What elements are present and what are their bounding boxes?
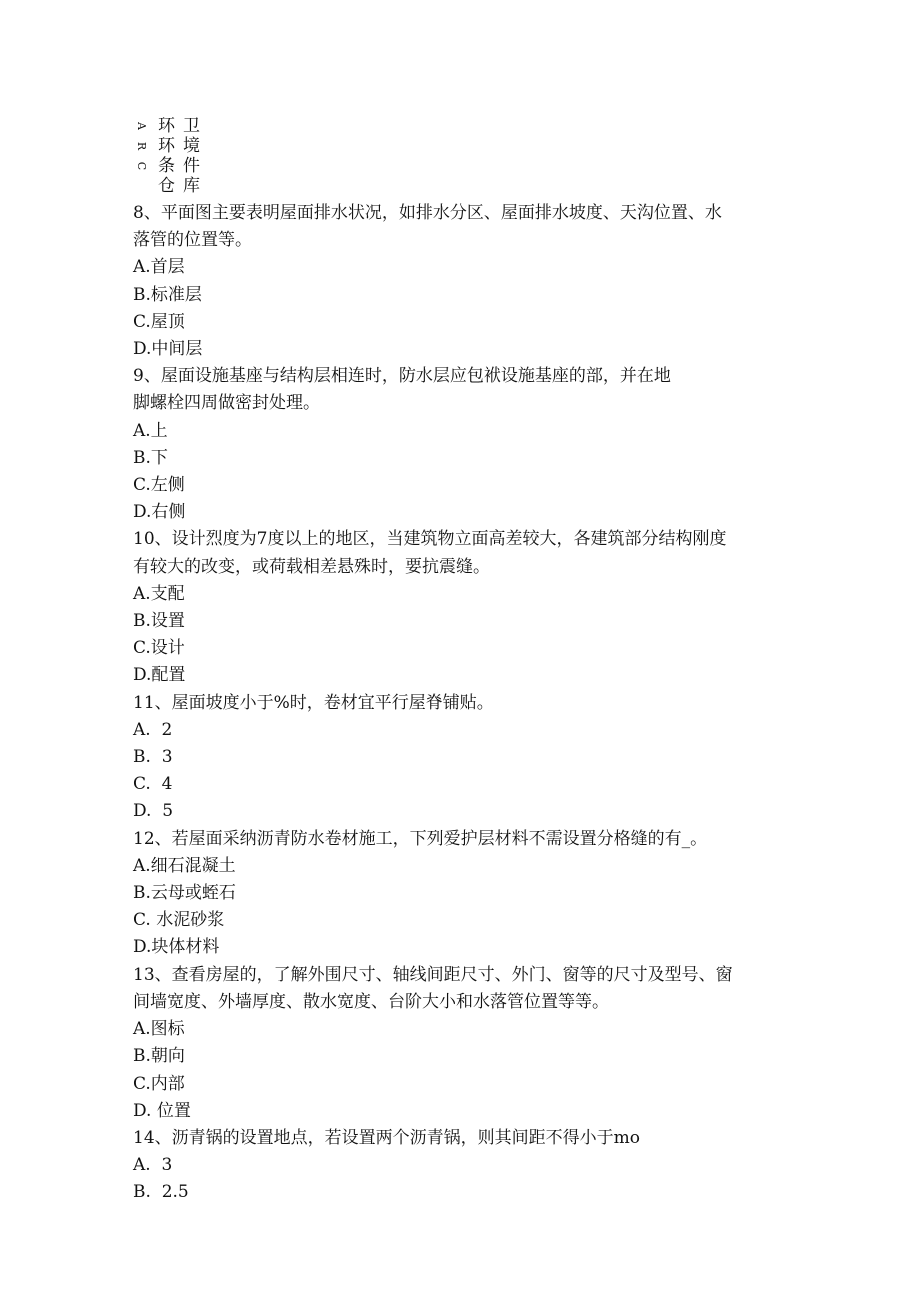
answer-option: B.云母或蛭石 bbox=[133, 883, 236, 904]
answer-option: A.支配 bbox=[133, 583, 185, 604]
answer-option: B. 2.5 bbox=[133, 1182, 189, 1203]
answer-option: A.首层 bbox=[133, 257, 185, 278]
rotated-char: C bbox=[135, 161, 148, 171]
answer-option: D.右侧 bbox=[133, 502, 186, 523]
answer-option: A.细石混凝土 bbox=[133, 855, 236, 876]
answer-option: C.内部 bbox=[133, 1073, 185, 1094]
answer-option: B.朝向 bbox=[133, 1046, 185, 1067]
fragment-char: 卫 bbox=[183, 116, 200, 136]
answer-option: A. 3 bbox=[133, 1155, 173, 1176]
answer-option: B.下 bbox=[133, 447, 168, 468]
question-text: 10、设计烈度为7度以上的地区，当建筑物立面高差较大，各建筑部分结构刚度 bbox=[133, 529, 727, 550]
fragment-char: 环 bbox=[158, 136, 175, 156]
fragment-char: 库 bbox=[183, 176, 200, 196]
answer-option: A.图标 bbox=[133, 1019, 185, 1040]
answer-option: D.块体材料 bbox=[133, 937, 220, 958]
answer-option: B.设置 bbox=[133, 611, 185, 632]
fragment-row bbox=[133, 156, 223, 176]
answer-option: D.配置 bbox=[133, 665, 186, 686]
fragment-char: 环 bbox=[158, 116, 175, 136]
fragment-row bbox=[133, 116, 223, 136]
question-text: 11、屋面坡度小于%时，卷材宜平行屋脊铺贴。 bbox=[133, 692, 494, 713]
top-fragment bbox=[133, 116, 223, 196]
answer-option: B.标准层 bbox=[133, 284, 202, 305]
question-list bbox=[133, 200, 793, 1207]
rotated-char: R bbox=[135, 141, 148, 151]
answer-option: A. 2 bbox=[133, 719, 173, 740]
fragment-char: 境 bbox=[183, 136, 200, 156]
answer-option: D.中间层 bbox=[133, 339, 203, 360]
question-text: 脚螺栓四周做密封处理。 bbox=[133, 393, 320, 414]
question-text: 9、屋面设施基座与结构层相连时，防水层应包袱设施基座的部，并在地 bbox=[133, 366, 671, 387]
question-text: 有较大的改变，或荷载相差悬殊时，要抗震缝。 bbox=[133, 556, 490, 577]
question-text: 间墙宽度、外墙厚度、散水宽度、台阶大小和水落管位置等等。 bbox=[133, 991, 609, 1012]
answer-option: B. 3 bbox=[133, 747, 173, 768]
fragment-row bbox=[133, 176, 223, 196]
answer-option: C. 4 bbox=[133, 774, 173, 795]
question-text: 8、平面图主要表明屋面排水状况，如排水分区、屋面排水坡度、天沟位置、水 bbox=[133, 203, 722, 223]
answer-option: C.屋顶 bbox=[133, 311, 185, 332]
question-text: 落管的位置等。 bbox=[133, 230, 252, 251]
fragment-char: 仓 bbox=[158, 176, 175, 196]
fragment-char: 条 bbox=[158, 156, 175, 176]
fragment-row bbox=[133, 136, 223, 156]
answer-option: D. 5 bbox=[133, 801, 174, 822]
answer-option: C.左侧 bbox=[133, 475, 185, 496]
question-text: 14、沥青锅的设置地点，若设置两个沥青锅，则其间距不得小于mo bbox=[133, 1127, 640, 1148]
rotated-char: A bbox=[135, 122, 148, 130]
answer-option: A.上 bbox=[133, 420, 168, 441]
answer-option: C. 水泥砂浆 bbox=[133, 910, 225, 931]
fragment-char: 件 bbox=[183, 156, 200, 176]
question-text: 13、查看房屋的，了解外围尺寸、轴线间距尺寸、外门、窗等的尺寸及型号、窗 bbox=[133, 964, 733, 985]
answer-option: C.设计 bbox=[133, 638, 185, 659]
answer-option: D. 位置 bbox=[133, 1100, 191, 1121]
question-text: 12、若屋面采纳沥青防水卷材施工，下列爱护层材料不需设置分格缝的有_。 bbox=[133, 828, 708, 849]
